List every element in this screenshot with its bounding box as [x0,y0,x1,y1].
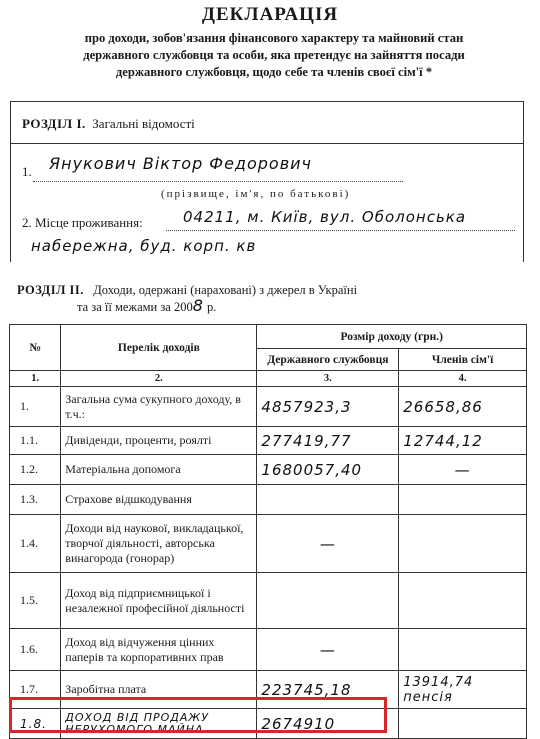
row-number: 1. [10,387,61,427]
section1-title: Загальні відомості [92,116,195,131]
row-family-value [399,629,527,671]
row-family-value [399,573,527,629]
intro-line: державного службовця, щодо себе та членів своєї сім'ї * [115,65,433,79]
section1-box [10,101,524,262]
row-number: 1.8. [10,709,61,739]
section1-heading [22,116,195,132]
row-number: 1.6. [10,629,61,671]
row-gov-value: 1680057,40 [257,455,399,485]
income-table [9,324,527,739]
full-name-value: Янукович Віктор Федорович [49,154,312,173]
row-gov-value: 4857923,3 [257,387,399,427]
row-number: 1.7. [10,671,61,709]
row-gov-value: 2674910 [257,709,399,739]
col-header-gov: Державного службовця [257,349,399,371]
residence-value: 04211, м. Київ, вул. Оболонська [183,208,467,226]
col-header-family: Членів сім'ї [399,349,527,371]
year-suffix: р. [207,300,217,314]
row-name: Доход від підприємницької і незалежної професійної діяльності [61,573,257,629]
row-name: ДОХОД ВІД ПРОДАЖУ НЕРУХОМОГО МАЙНА [61,709,257,739]
row-name: Дивіденди, проценти, роялті [61,427,257,455]
underline [33,181,403,182]
section2-heading [17,282,517,315]
row-gov-value [257,485,399,515]
intro-line: державного службовця та особи, яка претендує на зайняття посади [83,48,465,62]
row-number: 1.3. [10,485,61,515]
table-row [10,485,527,515]
table-row [10,629,527,671]
table-row [10,573,527,629]
row-number: 1.2. [10,455,61,485]
year-digit: 8 [192,296,204,315]
residence-value-cont: набережна, буд. корп. кв [31,237,257,255]
table-row [10,387,527,427]
col-number: 1. [10,371,61,387]
row-name: Матеріальна допомога [61,455,257,485]
divider [11,143,523,144]
row-family-value [399,515,527,573]
section1-label: РОЗДІЛ І. [22,116,86,131]
table-row [10,515,527,573]
col-number: 3. [257,371,399,387]
col-number: 2. [61,371,257,387]
residence-label: 2. Місце проживання: [22,215,143,230]
row-gov-value: 223745,18 [257,671,399,709]
highlight-box [9,697,387,733]
section2-title-cont: та за її межами за 200 [77,300,193,314]
row-family-value: 12744,12 [399,427,527,455]
row-family-value: — [399,455,527,485]
row-family-value [399,485,527,515]
row-gov-value: 277419,77 [257,427,399,455]
declaration-title: ДЕКЛАРАЦІЯ [201,4,339,25]
row-name: Доход від відчуження цінних паперів та корпоративних прав [61,629,257,671]
row-gov-value: — [257,515,399,573]
col-number: 4. [399,371,527,387]
col-header-size: Розмір доходу (грн.) [257,325,527,349]
row-gov-value [257,573,399,629]
row-family-value: 26658,86 [399,387,527,427]
intro-text [14,30,534,81]
item1-number: 1. [22,164,32,179]
row-gov-value: — [257,629,399,671]
table-row [10,455,527,485]
row-name: Загальна сума сукупного доходу, в т.ч.: [61,387,257,427]
row-family-value: 13914,74 пенсія [399,671,527,709]
full-name-hint: (прізвище, ім'я, по батькові) [161,188,351,200]
col-header-no: № [10,325,61,371]
intro-line: про доходи, зобов'язання фінансового характеру та майновий стан [84,31,464,45]
row-number: 1.1. [10,427,61,455]
row-family-value [399,709,527,739]
row-number: 1.5. [10,573,61,629]
row-name: Заробітна плата [61,671,257,709]
col-header-list: Перелік доходів [61,325,257,371]
section2-label: РОЗДІЛ ІІ. [17,283,84,297]
section2-title: Доходи, одержані (нараховані) з джерел в Україні [93,283,358,297]
row-name: Доходи від наукової, викладацької, творчої діяльності, авторська винагорода (гонорар) [61,515,257,573]
table-row [10,427,527,455]
underline [166,230,515,231]
row-number: 1.4. [10,515,61,573]
row-name: Страхове відшкодування [61,485,257,515]
section2 [9,274,527,734]
